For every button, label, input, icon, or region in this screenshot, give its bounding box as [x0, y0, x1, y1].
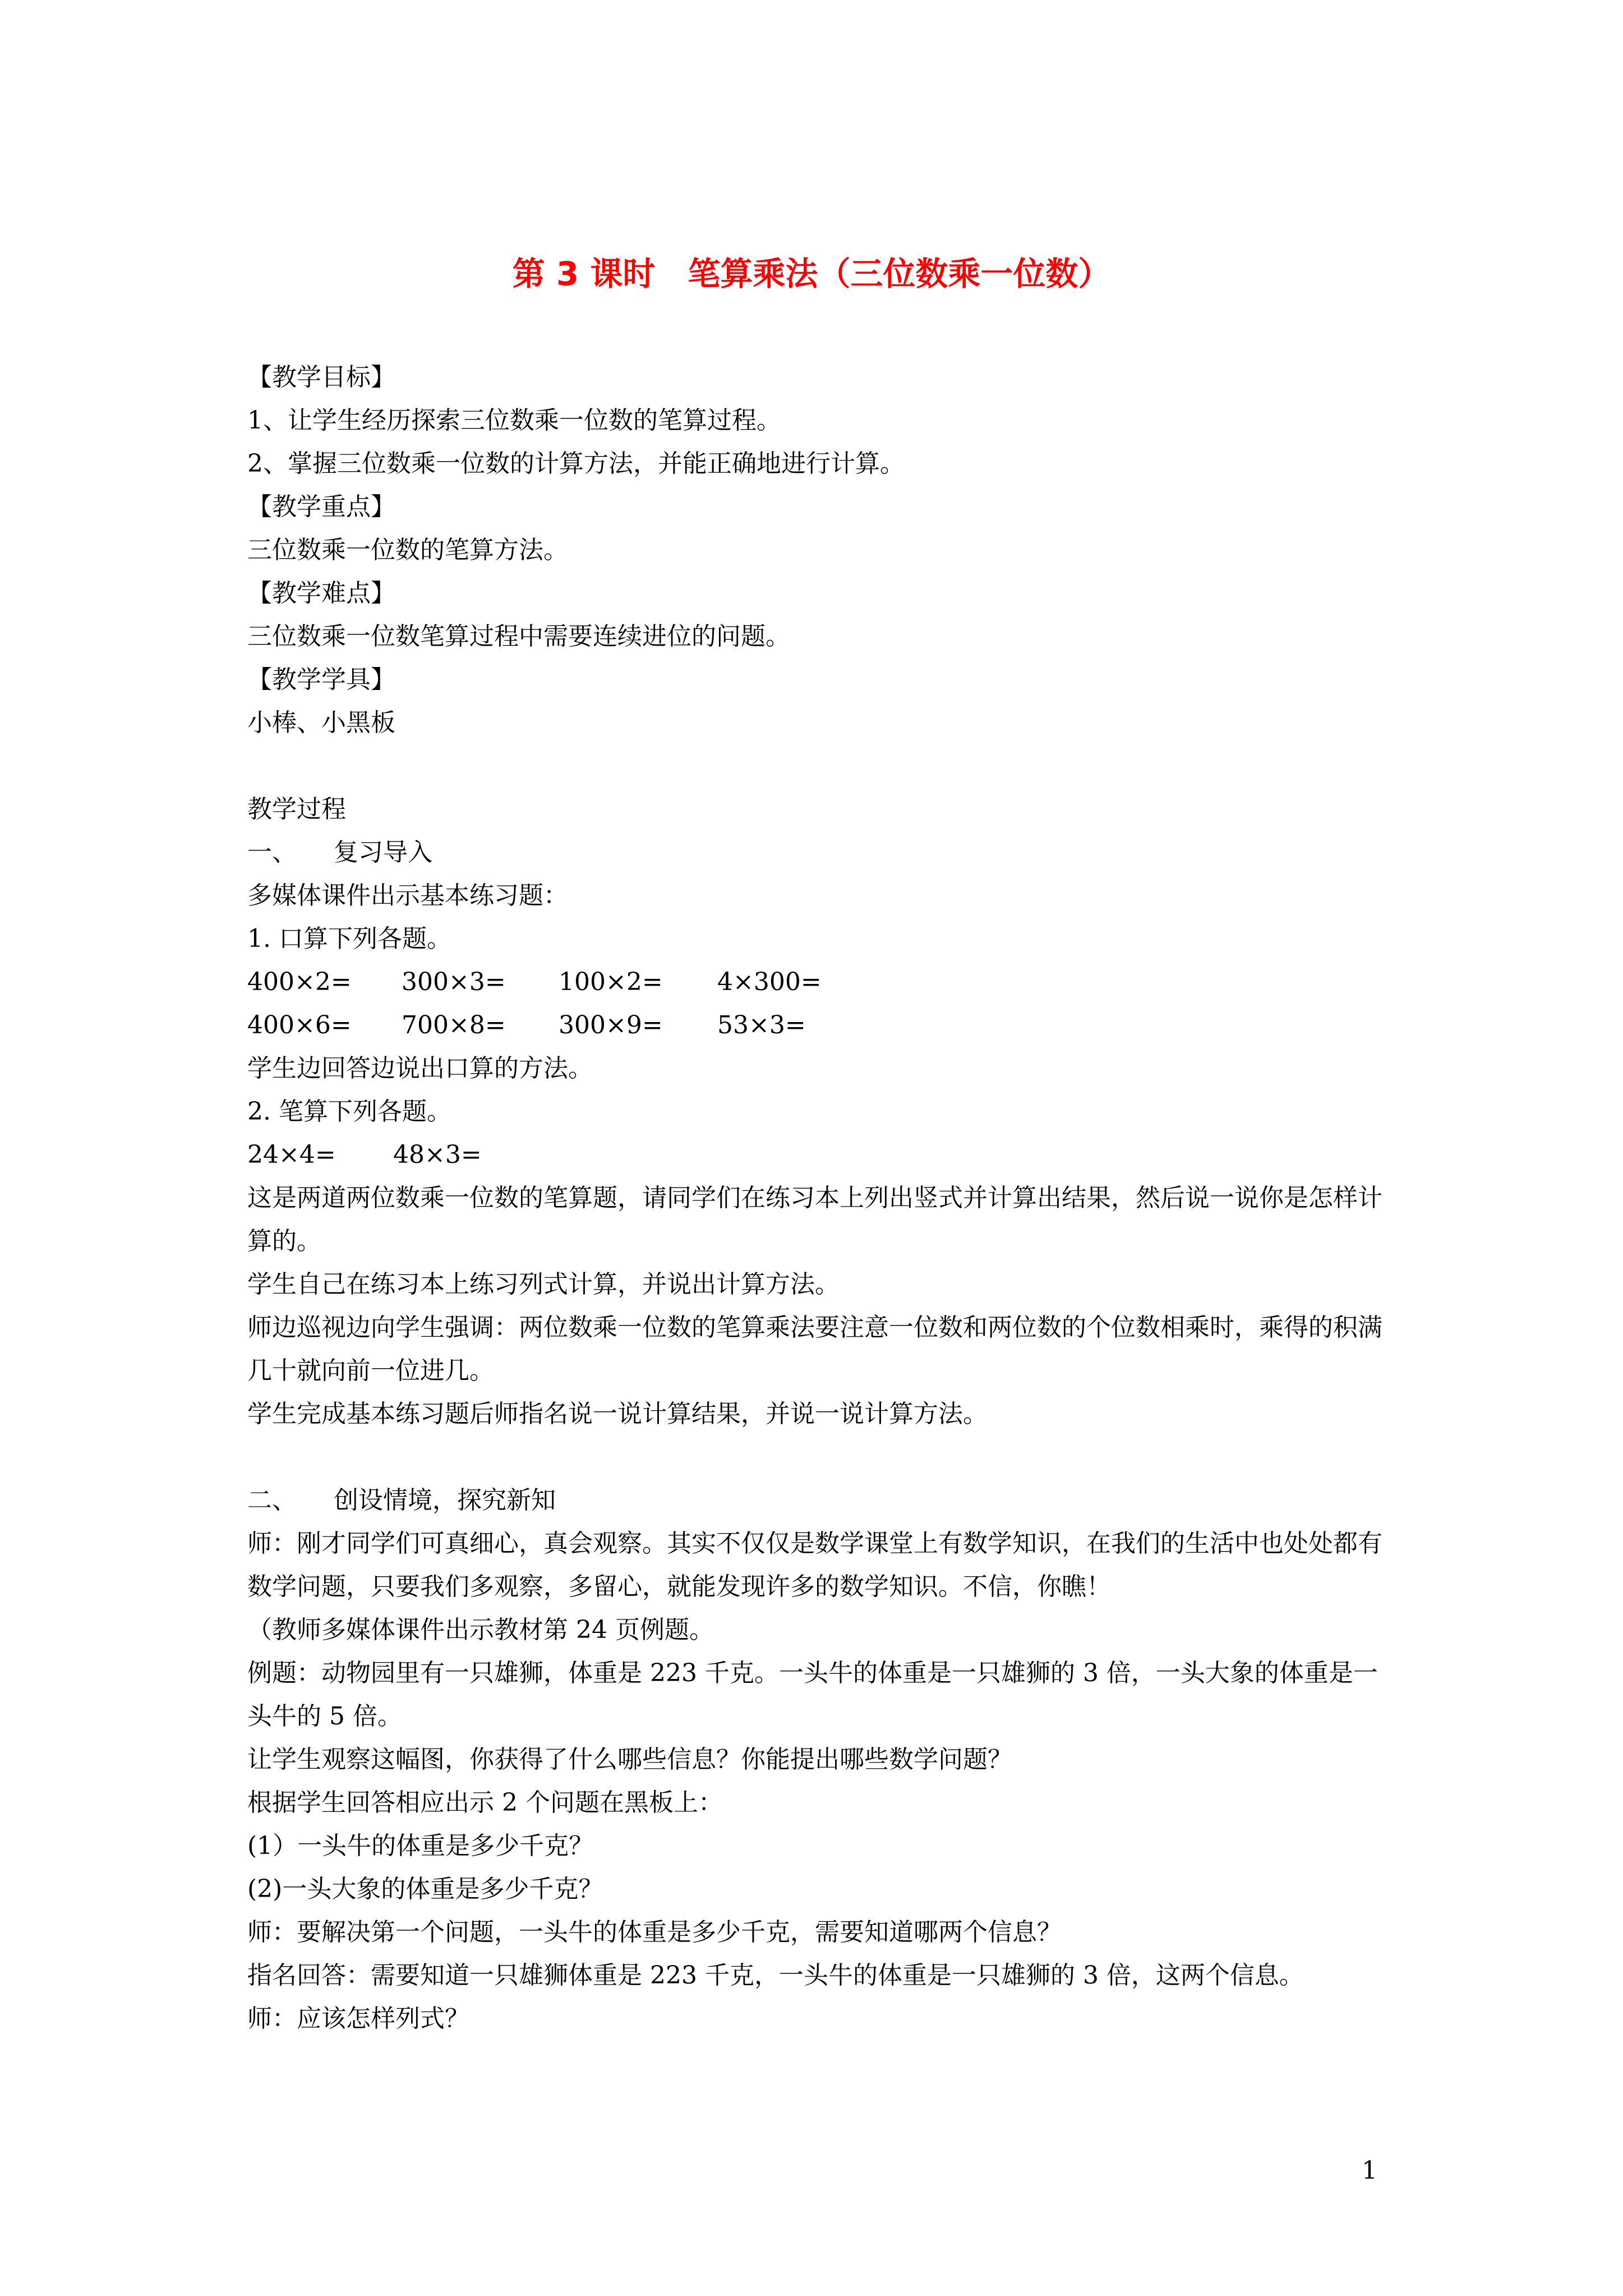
paragraph: 师：要解决第一个问题，一头牛的体重是多少千克，需要知道哪两个信息？ [247, 1918, 1062, 1947]
oral-exercise-item: 4×300= [717, 968, 822, 996]
tools-text: 小棒、小黑板 [247, 708, 395, 737]
written-exercise-row [247, 1133, 1383, 1176]
oral-exercise-note: 学生边回答边说出口算的方法。 [247, 1054, 593, 1083]
oral-exercise-row [247, 960, 1383, 1004]
question-item: (1）一头牛的体重是多少千克？ [247, 1832, 594, 1860]
paragraph: 例题：动物园里有一只雄狮，体重是 223 千克。一头牛的体重是一只雄狮的 3 倍，一头大象的体重是一头牛的 5 倍。 [247, 1659, 1378, 1731]
oral-exercise-item: 700×8= [402, 1011, 506, 1039]
written-exercise-item: 48×3= [393, 1140, 482, 1169]
document-body [247, 356, 1383, 2040]
difficulty-text: 三位数乘一位数笔算过程中需要连续进位的问题。 [247, 622, 790, 651]
paragraph: 这是两道两位数乘一位数的笔算题，请同学们在练习本上列出竖式并计算出结果，然后说一说你是怎样计算的。 [247, 1184, 1382, 1255]
paragraph: （教师多媒体课件出示教材第 24 页例题。 [247, 1616, 714, 1644]
spacer [247, 1435, 1383, 1479]
oral-exercise-item: 300×3= [402, 968, 506, 996]
key-point-heading: 【教学重点】 [247, 493, 395, 521]
objective-item: 1、让学生经历探索三位数乘一位数的笔算过程。 [247, 406, 781, 435]
difficulty-heading: 【教学难点】 [247, 579, 395, 608]
oral-exercise-item: 400×6= [247, 1011, 352, 1039]
page-number: 1 [1362, 2156, 1377, 2185]
paragraph: 师：应该怎样列式？ [247, 2004, 469, 2033]
objectives-heading: 【教学目标】 [247, 363, 395, 392]
key-point-text: 三位数乘一位数的笔算方法。 [247, 536, 568, 564]
oral-exercise-title: 1. 口算下列各题。 [247, 924, 451, 953]
oral-exercise-item: 100×2= [559, 968, 663, 996]
paragraph: 学生完成基本练习题后师指名说一说计算结果，并说一说计算方法。 [247, 1400, 988, 1428]
tools-heading: 【教学学具】 [247, 665, 395, 694]
oral-exercise-item: 300×9= [559, 1011, 663, 1039]
oral-exercise-row [247, 1004, 1383, 1047]
process-heading: 教学过程 [247, 795, 346, 823]
written-exercise-title: 2. 笔算下列各题。 [247, 1097, 451, 1126]
objective-item: 2、掌握三位数乘一位数的计算方法，并能正确地进行计算。 [247, 449, 905, 478]
section2-title: 二、 创设情境，探究新知 [247, 1486, 556, 1515]
paragraph: 师：刚才同学们可真细心，真会观察。其实不仅仅是数学课堂上有数学知识，在我们的生活中也处处都有数学问题，只要我们多观察，多留心，就能发现许多的数学知识。不信，你瞧！ [247, 1529, 1382, 1601]
paragraph: 根据学生回答相应出示 2 个问题在黑板上： [247, 1788, 723, 1817]
page-title: 第 3 课时 笔算乘法（三位数乘一位数） [512, 255, 1111, 293]
section1-intro: 多媒体课件出示基本练习题： [247, 881, 568, 910]
oral-exercise-item: 53×3= [717, 1011, 806, 1039]
paragraph: 学生自己在练习本上练习列式计算，并说出计算方法。 [247, 1270, 840, 1299]
question-item: (2)一头大象的体重是多少千克？ [247, 1875, 603, 1903]
section1-title: 一、 复习导入 [247, 838, 432, 867]
paragraph: 指名回答：需要知道一只雄狮体重是 223 千克，一头牛的体重是一只雄狮的 3 倍，这两个信息。 [247, 1961, 1304, 1990]
paragraph: 师边巡视边向学生强调：两位数乘一位数的笔算乘法要注意一位数和两位数的个位数相乘时，乘得的积满几十就向前一位进几。 [247, 1313, 1382, 1385]
spacer [247, 744, 1383, 788]
written-exercise-item: 24×4= [247, 1140, 336, 1169]
paragraph: 让学生观察这幅图，你获得了什么哪些信息？你能提出哪些数学问题？ [247, 1745, 1012, 1774]
oral-exercise-item: 400×2= [247, 968, 352, 996]
